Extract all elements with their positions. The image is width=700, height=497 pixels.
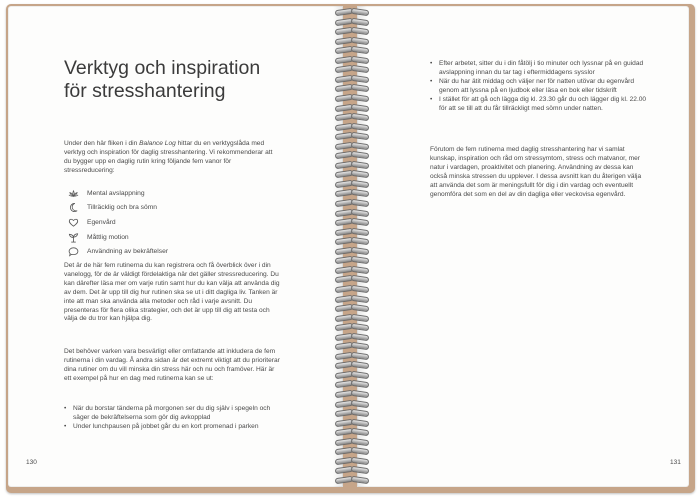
spiral-ring (333, 94, 369, 101)
title-line-2: för stresshantering (64, 80, 226, 102)
ring-right-half (351, 476, 370, 484)
ring-right-half (351, 122, 370, 130)
moon-icon (68, 202, 79, 213)
ring-right-half (351, 180, 370, 188)
spiral-ring (333, 132, 369, 139)
ring-right-half (351, 352, 370, 360)
bullet-dot: • (64, 405, 67, 412)
ring-right-half (351, 428, 370, 436)
spiral-ring (333, 409, 369, 416)
ring-right-half (351, 380, 370, 388)
routine-item (68, 244, 268, 259)
body-paragraph: Det behöver varken vara besvärligt eller omfattande att inkludera de fem rutinerna i din vardag. Å andra sidan är det extremt viktigt att du prioriterar dina rutiner om du vill minska din stress här och nu och framöver. Här är ett exempel på hur en dag med rutinerna kan se ut: (64, 348, 280, 382)
ring-right-half (351, 103, 370, 111)
bullet-dot: • (430, 77, 433, 85)
title-line-1: Verktyg och inspiration (64, 57, 261, 79)
ring-right-half (351, 141, 370, 149)
spiral-ring (333, 304, 369, 311)
intro-text-end: hittar du en verktygslåda med verktyg och inspiration för daglig stresshantering. Vi rekommenderar att du bygger upp en daglig rutin kring följande fem vanor för stressreducering: (64, 140, 273, 174)
ring-right-half (351, 275, 370, 283)
bullet-dot: • (64, 422, 67, 430)
list-item-text: Under lunchpausen på jobbet går du en kort promenad i parken (73, 422, 259, 430)
plant-icon (68, 232, 79, 243)
spiral-ring (333, 466, 369, 473)
ring-right-half (351, 75, 370, 83)
spiral-ring (333, 151, 369, 158)
list-item (430, 78, 648, 96)
intro-text-start: Under den här fliken i din (64, 140, 140, 147)
spiral-ring (333, 342, 369, 349)
ring-right-half (351, 17, 370, 25)
ring-right-half (351, 361, 370, 369)
page-number-left: 130 (26, 459, 37, 466)
intro-paragraph (64, 140, 279, 176)
ring-right-half (351, 304, 370, 312)
ring-right-half (351, 438, 370, 446)
example-bullet-list-continued (430, 60, 648, 113)
ring-right-half (351, 342, 370, 350)
routine-item (68, 215, 268, 230)
spiral-ring (333, 333, 369, 340)
spiral-ring (333, 170, 369, 177)
spiral-ring (333, 457, 369, 464)
ring-right-half (351, 8, 370, 16)
routine-item (68, 186, 268, 201)
ring-right-half (351, 27, 370, 35)
routine-label: Användning av bekräftelser (87, 248, 169, 256)
list-item (430, 60, 648, 78)
routine-label: Egenvård (87, 218, 116, 226)
list-item-text: I stället för att gå och lägga dig kl. 23.30 går du och lägger dig kl. 22.00 för att se till att du får tillräckligt med sömn under natten. (439, 95, 647, 112)
ring-right-half (351, 151, 370, 159)
ring-right-half (351, 46, 370, 54)
ring-right-half (351, 208, 370, 216)
routine-label: Måttlig motion (87, 233, 129, 241)
spiral-binding (333, 8, 369, 486)
ring-right-half (351, 371, 370, 379)
bullet-dot: • (430, 60, 433, 67)
ring-right-half (351, 457, 370, 465)
ring-right-half (351, 56, 370, 64)
list-item-text: När du borstar tänderna på morgonen ser du dig själv i spegeln och säger de bekräftelserna som gör dig avkopplad (73, 405, 271, 421)
ring-right-half (351, 285, 370, 293)
spiral-ring (333, 46, 369, 53)
ring-right-half (351, 418, 370, 426)
spiral-ring (333, 113, 369, 120)
spiral-ring (333, 8, 369, 15)
spiral-ring (333, 438, 369, 445)
ring-right-half (351, 84, 370, 92)
speech-bubble-icon (68, 246, 79, 257)
lotus-icon (68, 188, 79, 199)
spiral-ring (333, 447, 369, 454)
example-bullet-list (64, 405, 280, 432)
spiral-ring (333, 361, 369, 368)
spiral-ring (333, 371, 369, 378)
list-item (64, 423, 280, 432)
body-paragraph: Förutom de fem rutinerna med daglig stresshantering har vi samlat kunskap, inspiration och råd om stressymtom, stress och matvanor, mer natur i vardagen, proaktivitet och planering. Användning av dessa kan också minska stressen du upplever. I dessa avsnitt kan du återigen välja att använda det som är meningsfullt för dig i din vardag och eventuellt genomföra det som en del av din dagliga eller veckovisa egenvård. (430, 146, 642, 198)
ring-right-half (351, 332, 370, 340)
routine-label: Mental avslappning (87, 189, 145, 197)
spiral-ring (333, 314, 369, 321)
routine-label: Tillräcklig och bra sömn (87, 204, 157, 212)
spiral-ring (333, 104, 369, 111)
ring-right-half (351, 36, 370, 44)
list-item-text: När du har ätit middag och väljer ner för natten utövar du egenvård genom att lyssna på en ljudbok eller läsa en bok eller tidskrift (439, 77, 634, 94)
ring-right-half (351, 390, 370, 398)
spiral-ring (333, 218, 369, 225)
spiral-ring (333, 390, 369, 397)
spiral-ring (333, 142, 369, 149)
ring-right-half (351, 323, 370, 331)
list-item (430, 96, 648, 114)
body-paragraph: Det är de här fem rutinerna du kan registrera och få överblick över i din vanelogg, för de är väldigt fördelaktiga när det gäller stressreducering. Du kan därefter läsa mer om varje rutin samt hur du kan välja att använda dig av dem. Det är upp till dig hur rutinen ska se ut i ditt dagliga liv. Tanken är inte att man ska använda alla metoder och råd i varje avsnitt. Du presenteras för flera olika strategier, och det är upp till dig att testa och välja de du tror kan hjälpa dig. (64, 262, 280, 323)
ring-right-half (351, 466, 370, 474)
spiral-ring (333, 123, 369, 130)
ring-right-half (351, 170, 370, 178)
intro-emphasis: Balance Log (139, 140, 176, 147)
ring-right-half (351, 218, 370, 226)
spiral-ring (333, 428, 369, 435)
spiral-ring (333, 228, 369, 235)
page-number-right: 131 (670, 459, 681, 466)
routine-list (68, 186, 268, 259)
ring-right-half (351, 409, 370, 417)
spiral-ring (333, 256, 369, 263)
ring-right-half (351, 237, 370, 245)
spiral-ring (333, 65, 369, 72)
ring-right-half (351, 399, 370, 407)
spiral-ring (333, 400, 369, 407)
spiral-ring (333, 199, 369, 206)
spiral-ring (333, 161, 369, 168)
ring-right-half (351, 94, 370, 102)
routine-item (68, 201, 268, 216)
ring-right-half (351, 447, 370, 455)
spiral-ring (333, 27, 369, 34)
spiral-ring (333, 189, 369, 196)
list-item-text: Efter arbetet, sitter du i din fåtölj i tio minuter och lyssnar på en guidad avslappning innan du tar tag i eftermiddagens sysslor (439, 60, 644, 76)
ring-right-half (351, 161, 370, 169)
spiral-ring (333, 180, 369, 187)
ring-right-half (351, 266, 370, 274)
spiral-ring (333, 75, 369, 82)
ring-right-half (351, 65, 370, 73)
ring-right-half (351, 199, 370, 207)
spiral-ring (333, 237, 369, 244)
ring-right-half (351, 247, 370, 255)
spiral-ring (333, 419, 369, 426)
spiral-ring (333, 56, 369, 63)
spiral-ring (333, 84, 369, 91)
ring-right-half (351, 256, 370, 264)
page-title (64, 57, 334, 103)
routine-item (68, 230, 268, 245)
spiral-ring (333, 380, 369, 387)
spiral-ring (333, 476, 369, 483)
heart-icon (68, 217, 79, 228)
spiral-ring (333, 37, 369, 44)
spiral-ring (333, 247, 369, 254)
spiral-ring (333, 209, 369, 216)
spiral-ring (333, 18, 369, 25)
ring-right-half (351, 227, 370, 235)
spiral-ring (333, 285, 369, 292)
ring-right-half (351, 189, 370, 197)
spiral-ring (333, 323, 369, 330)
ring-right-half (351, 313, 370, 321)
bullet-dot: • (430, 95, 433, 103)
spiral-ring (333, 275, 369, 282)
ring-right-half (351, 132, 370, 140)
spiral-ring (333, 295, 369, 302)
list-item (64, 405, 280, 423)
spiral-ring (333, 352, 369, 359)
ring-right-half (351, 294, 370, 302)
spiral-ring (333, 266, 369, 273)
ring-right-half (351, 113, 370, 121)
